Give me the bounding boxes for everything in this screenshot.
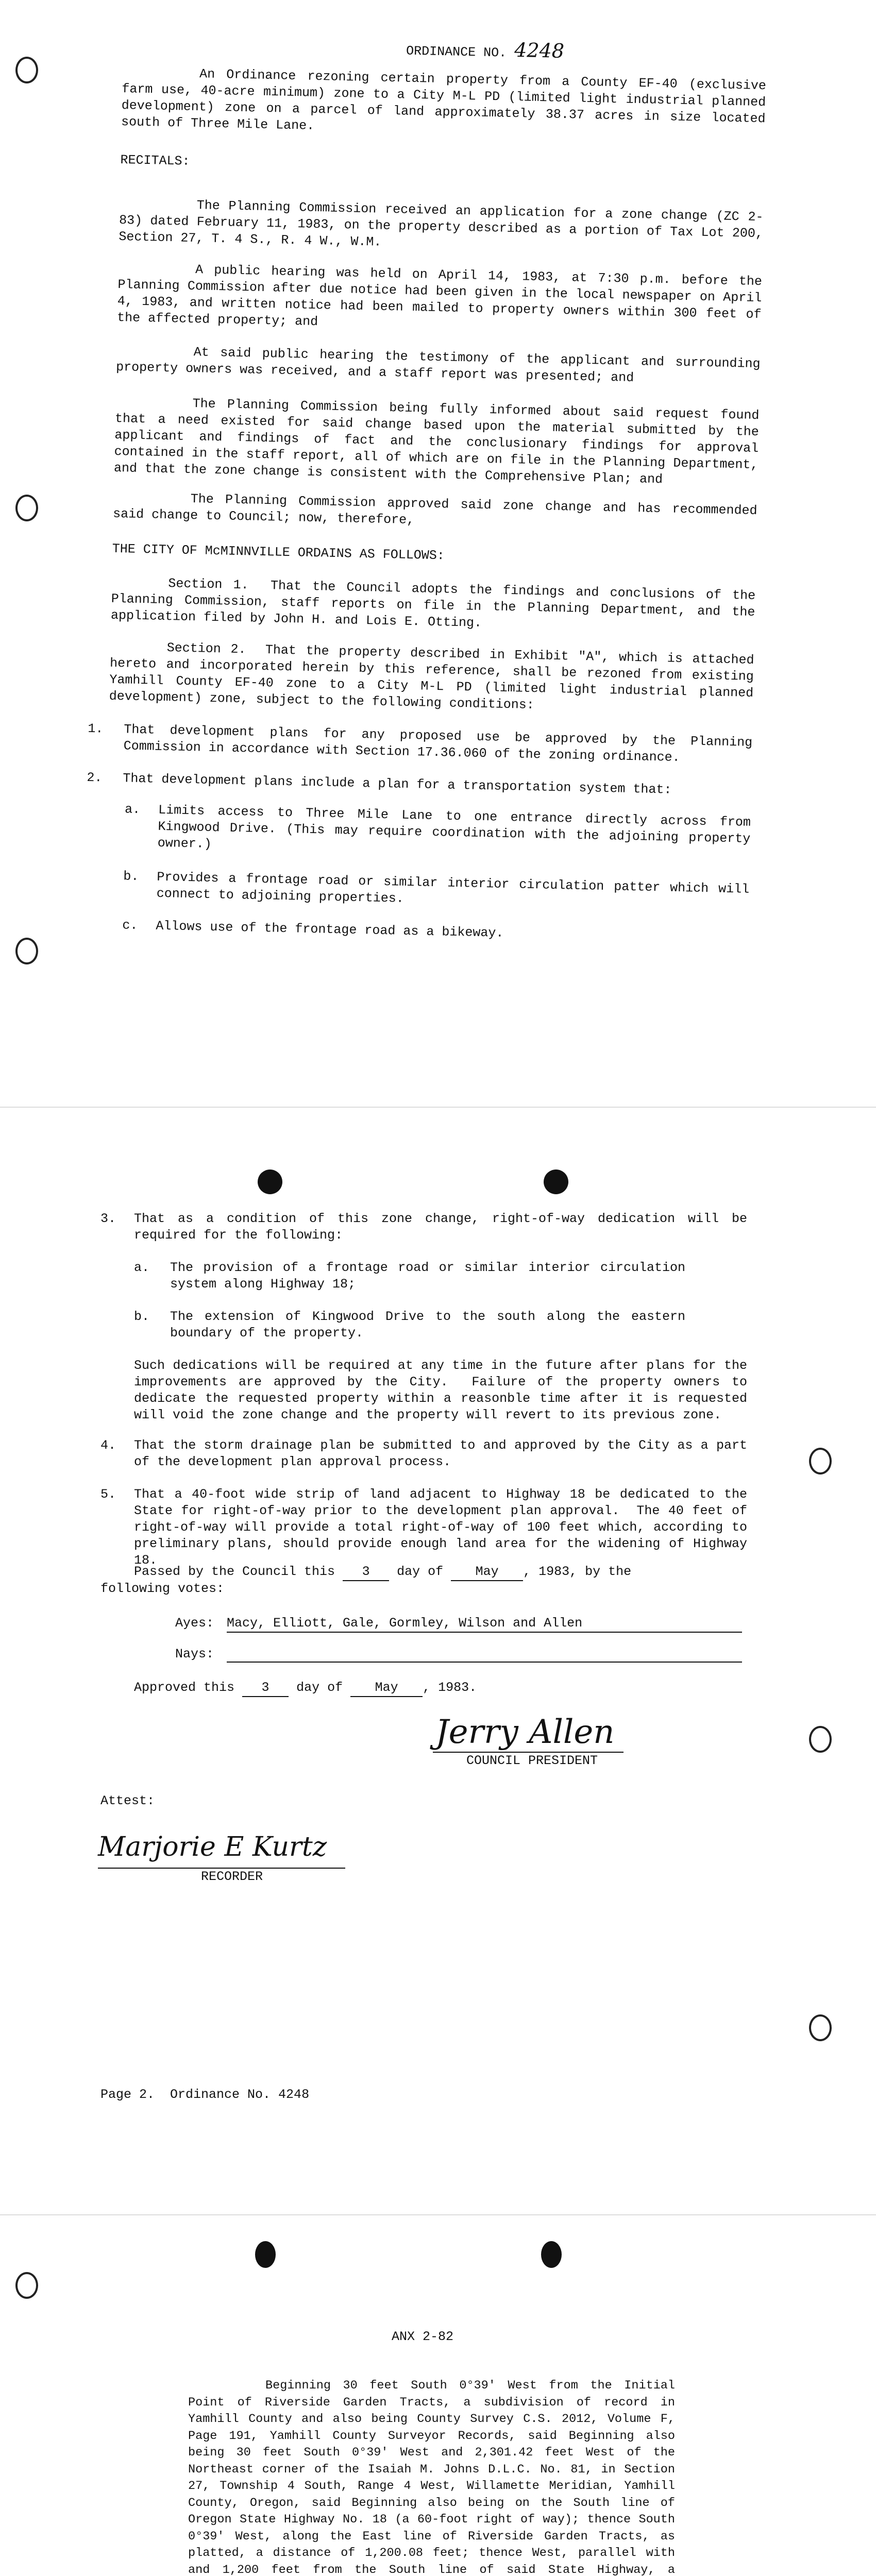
punch-hole-icon bbox=[809, 2014, 832, 2041]
punch-hole-icon bbox=[15, 2272, 38, 2299]
condition-4-number: 4. bbox=[100, 1438, 116, 1453]
ordinance-label: ORDINANCE NO. bbox=[406, 43, 507, 61]
condition-3-number: 3. bbox=[100, 1211, 116, 1226]
condition-2a-letter: a. bbox=[124, 802, 141, 818]
recital-3: At said public hearing the testimony of the applicant and surrounding property owners was received, and a staff report was presented; and bbox=[115, 345, 768, 385]
condition-3a: The provision of a frontage road or similar interior circulation system along Highway 18; bbox=[170, 1260, 694, 1292]
annexation-number: ANX 2-82 bbox=[392, 2329, 454, 2344]
binding-hole-icon bbox=[258, 1170, 282, 1194]
nays-label: Nays: bbox=[175, 1647, 214, 1662]
ordains-heading: THE CITY OF McMINNVILLE ORDAINS AS FOLLOWS: bbox=[112, 541, 445, 564]
recital-5: The Planning Commission approved said zone change and has recommended said change to Council; now, therefore, bbox=[112, 491, 765, 528]
council-president-signature: Jerry Allen bbox=[435, 1713, 615, 1751]
page-2-footer: Page 2. Ordinance No. 4248 bbox=[100, 2087, 310, 2102]
document-page-2 bbox=[0, 1108, 876, 2215]
recital-4: The Planning Commission being fully informed about said request found that a need existed for said change based upon the material submitted by the applicant and findings of fact and the conclusionary findings for approval contained in the staff report, all of which are on file in the Planning Department, and that the zone change is consistent with the Comprehensive Plan; and bbox=[113, 396, 767, 487]
punch-hole-icon bbox=[809, 1448, 832, 1475]
passed-line-2: following votes: bbox=[100, 1581, 225, 1596]
condition-2-number: 2. bbox=[87, 770, 103, 786]
council-president-title: COUNCIL PRESIDENT bbox=[466, 1753, 598, 1768]
punch-hole-icon bbox=[809, 1726, 832, 1753]
condition-3a-letter: a. bbox=[134, 1260, 150, 1275]
condition-1-number: 1. bbox=[88, 721, 104, 737]
document-page-1 bbox=[0, 0, 876, 1108]
recital-1: The Planning Commission received an application for a zone change (ZC 2-83) dated February 11, 1983, on the property described as a portion of Tax Lot 200, Section 27, T. 4 S., R. 4 W., W.M. bbox=[119, 198, 771, 250]
condition-3b-letter: b. bbox=[134, 1309, 150, 1324]
condition-2c-letter: c. bbox=[122, 918, 138, 933]
approved-day: 3 bbox=[242, 1680, 289, 1697]
passed-line: Passed by the Council this 3 day of May , 1983, by the bbox=[134, 1564, 631, 1581]
passed-month: May bbox=[451, 1564, 523, 1581]
ordinance-heading bbox=[406, 40, 565, 63]
legal-description: Beginning 30 feet South 0°39' West from the Initial Point of Riverside Garden Tracts, a subdivision of record in Yamhill County and also being County Survey C.S. 2012, Volume F, Page 191, Yamhill County Surveyor Records, said Beginning also being 30 feet South 0°39' West and 2,301.42 feet West of the Northeast corner of the Isaiah M. Johns D.L.C. No. 81, in Section 27, Township 4 South, Range 4 West, Willamette Meridian, Yamhill County, Oregon, said Beginning also being on the South line of Oregon State Highway No. 18 (a 60-foot right of way); thence South 0°39' West, along the East line of Riverside Garden Tracts, as platted, a distance of 1,200.08 feet; thence West, parallel with and 1,200 feet from the South line of said State Highway, a bbox=[188, 2379, 675, 2576]
condition-2a: Limits access to Three Mile Lane to one entrance directly across from Kingwood Drive. (This may require coordination with the adjoining property owner.) bbox=[157, 802, 759, 852]
recitals-heading: RECITALS: bbox=[120, 152, 190, 169]
recital-2: A public hearing was held on April 14, 1983, at 7:30 p.m. before the Planning Commission after due notice had been given in the local newspaper on April 4, 1983, and written notice had been mailed to property owners within 300 feet of the affected property; and bbox=[116, 262, 770, 330]
document-page-3 bbox=[0, 2215, 876, 2576]
condition-3: That as a condition of this zone change, right-of-way dedication will be required for the following: bbox=[134, 1211, 755, 1243]
approved-month: May bbox=[350, 1680, 423, 1697]
condition-5-number: 5. bbox=[100, 1487, 116, 1502]
recorder-signature: Marjorie E Kurtz bbox=[98, 1832, 327, 1862]
preamble: An Ordinance rezoning certain property from a County EF-40 (exclusive farm use, 40-acre minimum) zone to a City M-L PD (limited light industrial planned development) zone on a parcel of land approximately 38.37 acres in size located south of Three Mile Lane. bbox=[121, 66, 774, 133]
recorder-title: RECORDER bbox=[201, 1869, 263, 1884]
binding-hole-icon bbox=[544, 1170, 568, 1194]
ayes-label: Ayes: bbox=[175, 1616, 214, 1631]
condition-4: That the storm drainage plan be submitted to and approved by the City as a part of the development plan approval process. bbox=[134, 1438, 755, 1469]
ayes-value: Macy, Elliott, Gale, Gormley, Wilson and Allen bbox=[227, 1615, 742, 1633]
binding-hole-icon bbox=[541, 2241, 562, 2268]
nays-line bbox=[227, 1662, 742, 1663]
condition-2b: Provides a frontage road or similar interior circulation patter which will connect to adjoining properties. bbox=[156, 869, 757, 906]
passed-day: 3 bbox=[343, 1564, 389, 1581]
section-1: Section 1. That the Council adopts the findings and conclusions of the Planning Commission, staff reports on file in the Planning Department, and the application filed by John H. and Lois E. Otting. bbox=[110, 576, 764, 631]
condition-2b-letter: b. bbox=[123, 869, 139, 885]
condition-3-paragraph: Such dedications will be required at any time in the future after plans for the improvements are approved by the City. Failure of the property owners to dedicate the requested property within a reasonble time after it is requested will void the zone change and the property will revert to its previous zone. bbox=[134, 1358, 755, 1422]
approved-line: Approved this 3 day of May , 1983. bbox=[134, 1680, 477, 1697]
ordinance-number-handwritten: 4248 bbox=[514, 38, 565, 62]
condition-2: That development plans include a plan for a transportation system that: bbox=[123, 771, 672, 798]
condition-5: That a 40-foot wide strip of land adjacent to Highway 18 be dedicated to the State for right-of-way prior to the development plan approval. The 40 feet of right-of-way will provide a total right-of-way of 100 feet which, according to preliminary plans, should provide enough land area for the widening of Highway 18. bbox=[134, 1487, 755, 1568]
condition-3b: The extension of Kingwood Drive to the south along the eastern boundary of the property. bbox=[170, 1309, 694, 1341]
condition-1: That development plans for any proposed use be approved by the Planning Commission in accordance with Section 17.36.060 of the zoning ordinance. bbox=[123, 722, 761, 765]
binding-hole-icon bbox=[255, 2241, 276, 2268]
attest-label: Attest: bbox=[100, 1793, 155, 1808]
condition-2c: Allows use of the frontage road as a bikeway. bbox=[156, 918, 504, 941]
section-2: Section 2. That the property described in Exhibit "A", which is attached hereto and incorporated herein by this reference, shall be rezoned from existing Yamhill County EF-40 zone to a City M-L PD (limited light industrial planned development) zone, subject to the following conditions: bbox=[109, 640, 762, 713]
